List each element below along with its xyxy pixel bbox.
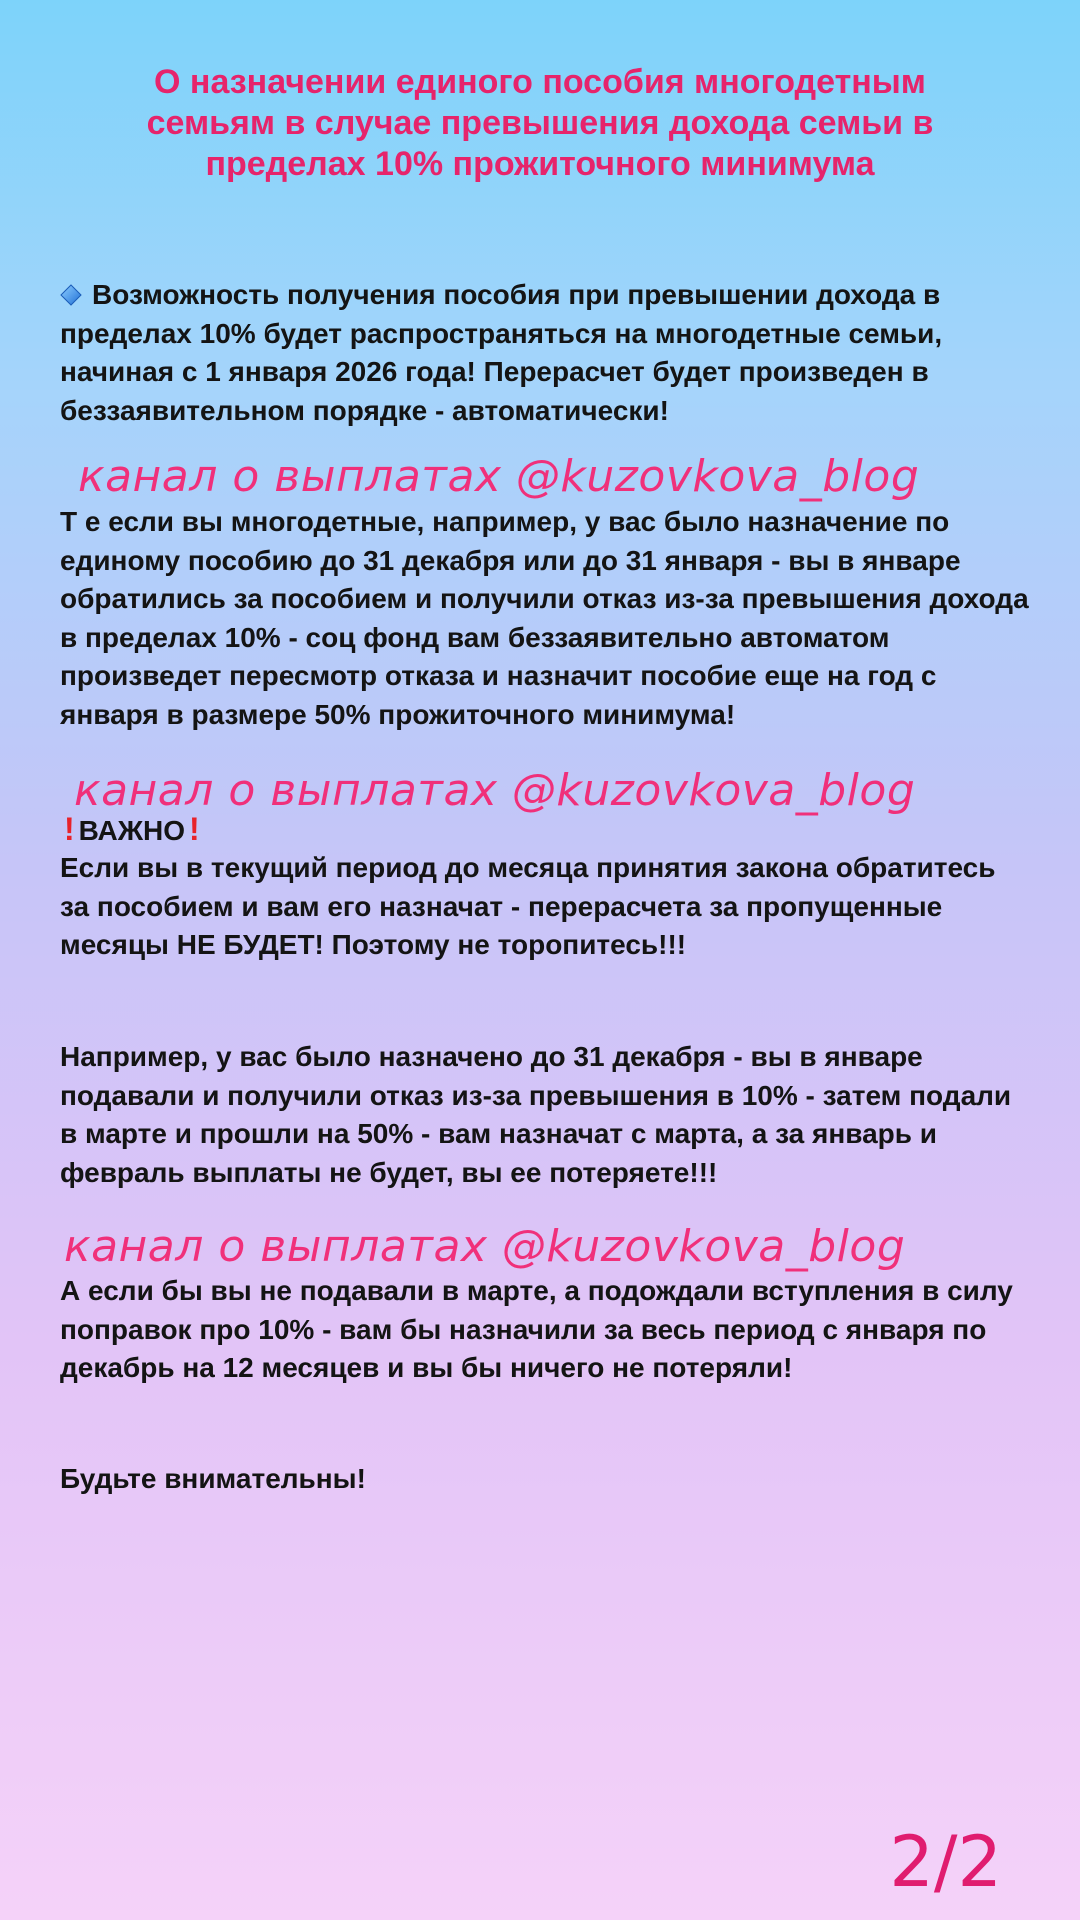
closing-note: Будьте внимательны! — [60, 1463, 366, 1494]
paragraph-example-loss: Например, у вас было назначено до 31 декабря - вы в январе подавали и получили отказ из-за превышения в 10% - затем подали в марте и прошли на 50% - вам назначат с марта, а за январь и февраль выплаты не будет, вы ее потеряете!!! — [60, 1041, 1012, 1188]
important-heading — [60, 810, 1030, 851]
red-exclamation-icon: ! — [189, 811, 200, 847]
watermark-3: канал о выплатах @kuzovkova_blog — [64, 1221, 906, 1272]
paragraph-intro — [60, 276, 1030, 430]
watermark-1: канал о выплатах @kuzovkova_blog — [78, 451, 920, 502]
watermark-2: канал о выплатах @kuzovkova_blog — [74, 765, 916, 816]
post-title: О назначении единого пособия многодетным семьям в случае превышения дохода семьи в пределах 10% прожиточного минимума — [146, 63, 934, 183]
page-indicator: 2/2 — [889, 1821, 1002, 1903]
paragraph-warning: Если вы в текущий период до месяца принятия закона обратитесь за пособием и вам его назначат - перерасчета за пропущенные месяцы НЕ БУДЕТ! Поэтому не торопитесь!!! — [60, 852, 996, 960]
paragraph-example-wait: А если бы вы не подавали в марте, а подождали вступления в силу поправок про 10% - вам бы назначили за весь период с января по декабрь на 12 месяцев и вы бы ничего не потеряли! — [60, 1275, 1013, 1383]
red-exclamation-icon: ! — [64, 811, 75, 847]
paragraph-intro-text: Возможность получения пособия при превышении дохода в пределах 10% будет распространяться на многодетные семьи, начиная с 1 января 2026 года! Перерасчет будет произведен в беззаявительном порядке - автоматически! — [60, 279, 943, 426]
paragraph-example-auto: Т е если вы многодетные, например, у вас было назначение по единому пособию до 31 декабря или до 31 января - вы в январе обратились за пособием и получили отказ из-за превышения дохода в пределах 10% - соц фонд вам беззаявительно автоматом произведет пересмотр отказа и назначит пособие еще на год с января в размере 50% прожиточного минимума! — [60, 506, 1029, 730]
important-label: ВАЖНО — [78, 815, 186, 846]
blue-diamond-icon — [60, 284, 82, 306]
